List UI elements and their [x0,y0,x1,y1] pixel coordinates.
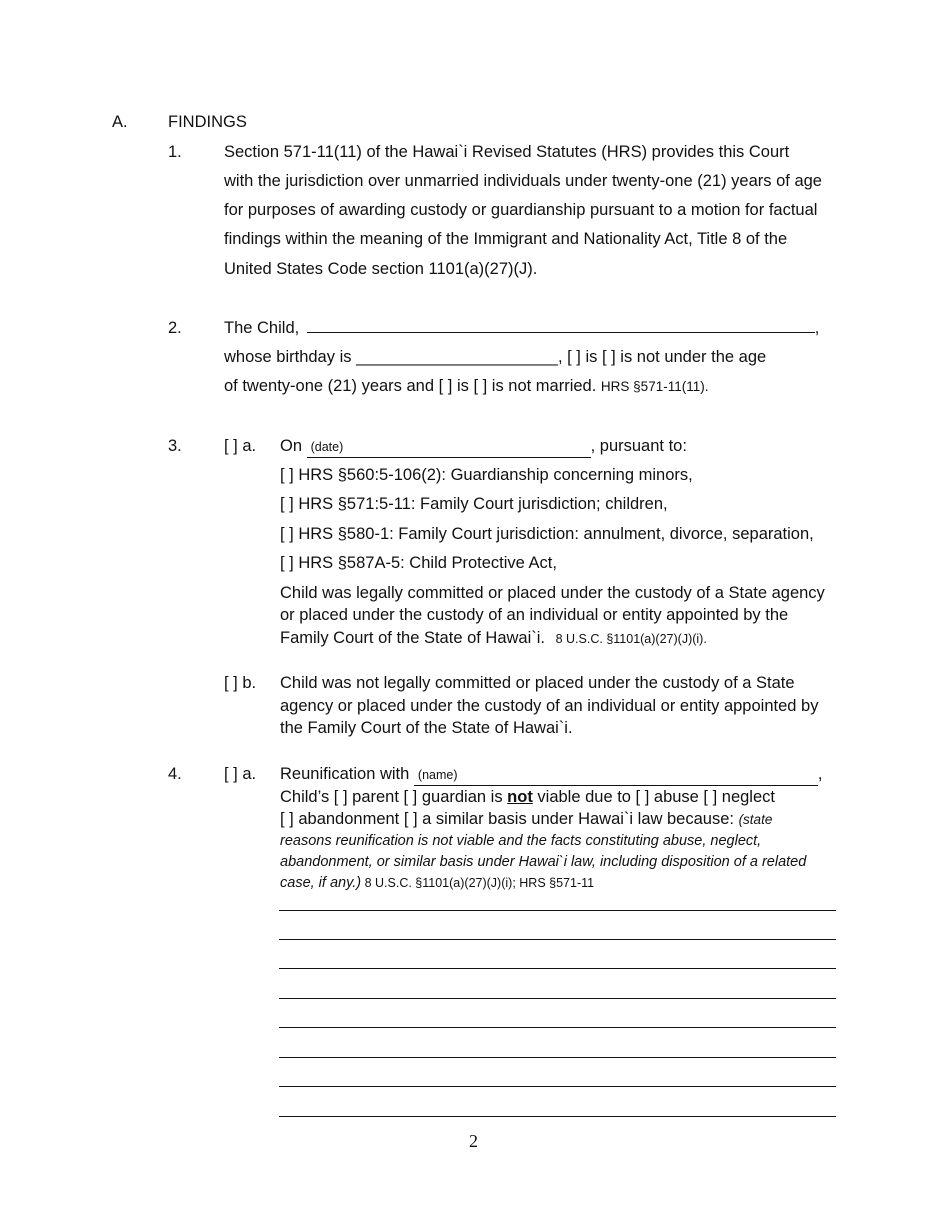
section-title: FINDINGS [168,113,247,131]
birthday-field[interactable]: ______________________ [356,348,558,366]
item-1-line: Section 571-11(11) of the Hawai`i Revised Statutes (HRS) provides this Court [224,143,790,161]
item-3b-text: agency or placed under the custody of an individual or entity appointed by [280,697,819,715]
reunification-row [280,764,823,786]
date-field[interactable]: (date) [307,437,591,458]
item-1-number: 1. [168,143,182,161]
page-number: 2 [469,1131,478,1151]
writing-line[interactable] [279,1086,836,1087]
writing-line[interactable] [279,1057,836,1058]
item-1-line: United States Code section 1101(a)(27)(J). [224,260,538,278]
on-label: On [280,437,303,455]
reunification-label: Reunification with [280,765,410,783]
name-field[interactable]: (name) [414,765,818,786]
item-3-number: 3. [168,437,182,455]
pursuant-label: , pursuant to: [590,437,687,455]
item-3b-text: Child was not legally committed or placed under the custody of a State [280,674,795,692]
item-4-citation: 8 U.S.C. §1101(a)(27)(J)(i); HRS §571-11 [361,876,595,890]
instruction-line: reasons reunification is not viable and the facts constituting abuse, neglect, [280,833,762,849]
item-3a-last-line: Family Court of the State of Hawai`i. 8 U.S.C. §1101(a)(27)(J)(i). [280,629,707,647]
parent-guardian-row[interactable]: Child’s [ ] parent [ ] guardian is not viable due to [ ] abuse [ ] neglect [280,788,775,806]
item-3a-checkbox[interactable]: [ ] a. [224,437,257,455]
writing-line[interactable] [279,939,836,940]
statute-option[interactable]: [ ] HRS §560:5-106(2): Guardianship concerning minors, [280,466,693,484]
item-1-line: with the jurisdiction over unmarried individuals under twenty-one (21) years of age [224,172,822,190]
birthday-row [224,347,766,367]
birthday-label: whose birthday is [224,348,357,366]
statute-option[interactable]: [ ] HRS §571:5-11: Family Court jurisdiction; children, [280,495,668,513]
writing-line[interactable] [279,968,836,969]
writing-line[interactable] [279,910,836,911]
writing-line[interactable] [279,1116,836,1117]
item-2-number: 2. [168,319,182,337]
item-3a-citation: 8 U.S.C. §1101(a)(27)(J)(i). [555,632,707,646]
age-checkboxes[interactable]: , [ ] is [ ] is not under the age [557,348,767,366]
child-name-comma: , [814,319,820,337]
child-name-row [224,318,819,338]
writing-line[interactable] [279,1027,836,1028]
item-2-citation: HRS §571-11(11). [600,379,709,394]
section-letter: A. [112,113,128,131]
item-3a-date-row [280,436,687,458]
married-checkboxes[interactable]: of twenty-one (21) years and [ ] is [ ] is not married. [224,377,597,395]
abandonment-row[interactable]: [ ] abandonment [ ] a similar basis under Hawai`i law because: (state [280,810,773,828]
item-3a-text: Child was legally committed or placed under the custody of a State agency [280,584,825,602]
child-label: The Child, [224,319,300,337]
item-4-number: 4. [168,765,182,783]
item-3b-checkbox[interactable]: [ ] b. [224,674,257,692]
not-emphasis: not [507,788,533,806]
item-3b-text: the Family Court of the State of Hawai`i. [280,719,573,737]
instruction-line: abandonment, or similar basis under Hawai`i law, including disposition of a related [280,854,807,870]
child-name-field[interactable] [307,318,815,333]
writing-line[interactable] [279,998,836,999]
instruction-last-line: case, if any.) 8 U.S.C. §1101(a)(27)(J)(i); HRS §571-11 [280,875,595,891]
name-comma: , [817,765,823,783]
statute-option[interactable]: [ ] HRS §587A-5: Child Protective Act, [280,554,557,572]
statute-option[interactable]: [ ] HRS §580-1: Family Court jurisdiction: annulment, divorce, separation, [280,525,814,543]
item-3a-text: or placed under the custody of an individual or entity appointed by the [280,606,789,624]
married-row [224,376,708,397]
item-4a-checkbox[interactable]: [ ] a. [224,765,257,783]
item-1-line: findings within the meaning of the Immigrant and Nationality Act, Title 8 of the [224,230,788,248]
item-1-line: for purposes of awarding custody or guardianship pursuant to a motion for factual [224,201,818,219]
